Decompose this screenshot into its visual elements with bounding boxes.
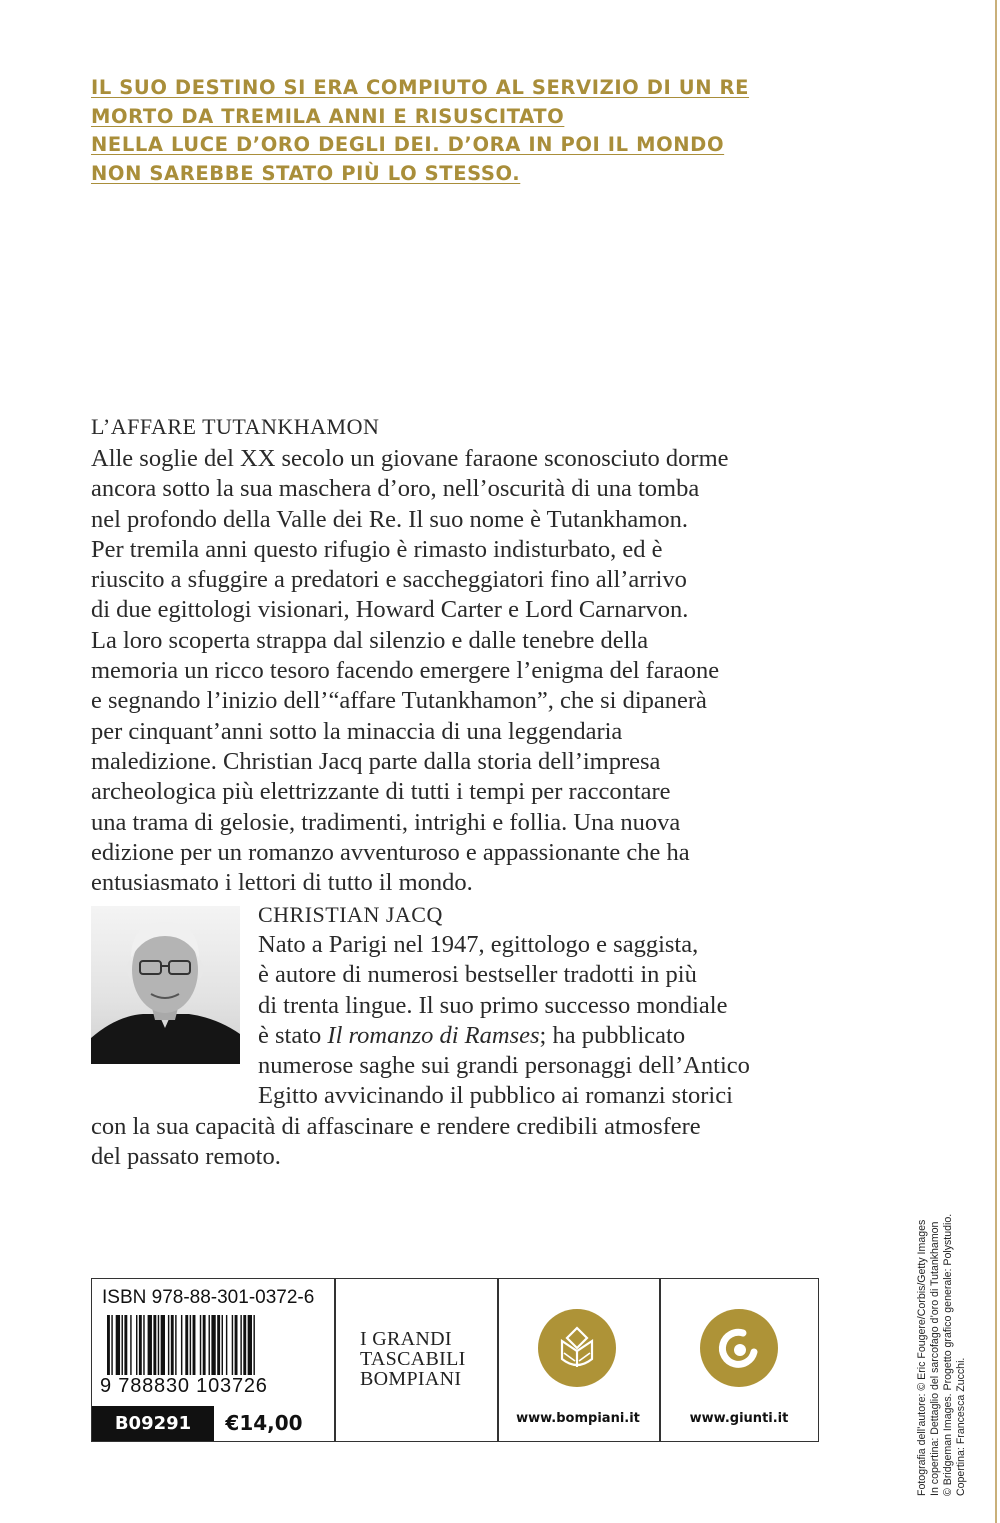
barcode-bar: [153, 1315, 156, 1375]
series-line: I GRANDI: [360, 1328, 452, 1350]
book-title: L’AFFARE TUTANKHAMON: [91, 414, 380, 439]
series-name: [360, 1329, 492, 1389]
isbn-number: ISBN 978-88-301-0372-6: [102, 1287, 315, 1308]
synopsis: [91, 444, 871, 898]
barcode-bar: [171, 1315, 174, 1375]
barcode-bar: [158, 1315, 159, 1375]
series-line: BOMPIANI: [360, 1368, 462, 1390]
tagline: [91, 74, 771, 188]
bio-line: con la sua capacità di affascinare e rendere credibili atmosfere: [91, 1112, 701, 1140]
bio-line: di trenta lingue. Il suo primo successo mondiale: [258, 991, 728, 1019]
barcode-bar: [130, 1315, 131, 1375]
synopsis-line: Alle soglie del XX secolo un giovane faraone sconosciuto dorme: [91, 445, 729, 472]
image-credits: [916, 1166, 996, 1496]
barcode-bar: [200, 1315, 201, 1375]
barcode-bar: [217, 1315, 220, 1375]
barcode-bar: [190, 1315, 191, 1375]
synopsis-line: ancora sotto la sua maschera d’oro, nell’oscurità di una tomba: [91, 475, 700, 503]
barcode-bar: [175, 1315, 176, 1375]
barcode-bar: [107, 1315, 110, 1375]
series-line: TASCABILI: [360, 1348, 466, 1370]
synopsis-line: La loro scoperta strappa dal silenzio e dalle tenebre della: [91, 626, 649, 654]
tagline-line: NELLA LUCE D’ORO DEGLI DEI. D’ORA IN POI IL MONDO: [91, 133, 725, 156]
bio-line: del passato remoto.: [91, 1143, 281, 1171]
barcode-bar: [226, 1315, 227, 1375]
footer-panel: [91, 1278, 819, 1442]
bio-line: è autore di numerosi bestseller tradotti in più: [258, 961, 697, 989]
barcode-bar: [139, 1315, 142, 1375]
footer-divider: [334, 1279, 336, 1441]
barcode-bar: [211, 1315, 215, 1375]
synopsis-line: e segnando l’inizio dell’“affare Tutankhamon”, che si dipanerà: [91, 687, 707, 715]
barcode-image: [107, 1315, 319, 1375]
giunti-website: www.giunti.it: [689, 1411, 789, 1426]
barcode-bar: [193, 1315, 196, 1375]
synopsis-line: di due egittologi visionari, Howard Carter e Lord Carnarvon.: [91, 596, 689, 624]
bompiani-website: www.bompiani.it: [516, 1411, 640, 1426]
bio-text: è stato: [258, 1021, 328, 1049]
synopsis-line: riuscito a sfuggire a predatori e saccheggiatori fino all’arrivo: [91, 566, 687, 594]
credit-line: Copertina: Francesca Zucchi.: [955, 1357, 967, 1496]
synopsis-line: maledizione. Christian Jacq parte dalla storia dell’impresa: [91, 747, 661, 775]
barcode-bar: [222, 1315, 223, 1375]
barcode-bar: [148, 1315, 152, 1375]
barcode-bar: [235, 1315, 238, 1375]
synopsis-line: entusiasmato i lettori di tutto il mondo.: [91, 869, 473, 897]
barcode-bar: [240, 1315, 241, 1375]
credit-line: In copertina: Dettaglio del sarcofago d’oro di Tutankhamon: [929, 1221, 941, 1496]
tagline-line: NON SAREBBE STATO PIÙ LO STESSO.: [91, 161, 521, 185]
barcode-bar: [116, 1315, 120, 1375]
barcode-bar: [203, 1315, 206, 1375]
synopsis-line: Per tremila anni questo rifugio è rimasto indisturbato, ed è: [91, 535, 663, 563]
ean-digits: 9 788830 103726: [100, 1375, 268, 1397]
synopsis-line: nel profondo della Valle dei Re. Il suo nome è Tutankhamon.: [91, 505, 688, 533]
synopsis-line: una trama di gelosie, tradimenti, intrighi e follia. Una nuova: [91, 808, 681, 836]
credit-line: © Bridgeman Images. Progetto grafico generale: Polystudio.: [942, 1213, 954, 1496]
barcode-bar: [248, 1315, 252, 1375]
barcode-bar: [143, 1315, 144, 1375]
barcode-bar: [209, 1315, 210, 1375]
credit-line: Fotografia dell’autore: © Eric Fougere/Corbis/Getty Images: [916, 1219, 928, 1496]
book-reference-title: Il romanzo di Ramses: [327, 1021, 540, 1049]
barcode-bar: [124, 1315, 127, 1375]
synopsis-line: archeologica più elettrizzante di tutti i tempi per raccontare: [91, 778, 671, 806]
barcode-bar: [243, 1315, 246, 1375]
bio-line: Egitto avvicinando il pubblico ai romanzi storici: [258, 1082, 733, 1110]
barcode-bar: [111, 1315, 112, 1375]
barcode-bar: [168, 1315, 169, 1375]
synopsis-line: memoria un ricco tesoro facendo emergere l’enigma del faraone: [91, 657, 720, 685]
bio-line: Nato a Parigi nel 1947, egittologo e saggista,: [258, 931, 699, 958]
bompiani-logo-icon: [538, 1309, 616, 1387]
tagline-line: MORTO DA TREMILA ANNI E RISUSCITATO: [91, 104, 565, 128]
price: €14,00: [225, 1411, 303, 1435]
author-bio: [0, 930, 900, 1172]
product-code: B09291: [92, 1406, 214, 1441]
barcode-bar: [253, 1315, 254, 1375]
barcode-bar: [136, 1315, 137, 1375]
barcode-bar: [232, 1315, 233, 1375]
synopsis-line: edizione per un romanzo avventuroso e appassionante che ha: [91, 838, 690, 866]
bio-text: ; ha pubblicato: [539, 1021, 686, 1049]
author-name: CHRISTIAN JACQ: [258, 902, 443, 927]
synopsis-line: per cinquant’anni sotto la minaccia di una leggendaria: [91, 717, 623, 745]
bio-line: [0, 1021, 900, 1051]
barcode-bar: [122, 1315, 123, 1375]
barcode-bar: [181, 1315, 182, 1375]
barcode-bar: [185, 1315, 188, 1375]
giunti-logo-icon: [700, 1309, 778, 1387]
barcode-bar: [161, 1315, 165, 1375]
tagline-line: IL SUO DESTINO SI ERA COMPIUTO AL SERVIZIO DI UN RE: [91, 76, 750, 99]
bio-line: numerose saghe sui grandi personaggi dell’Antico: [258, 1052, 750, 1080]
